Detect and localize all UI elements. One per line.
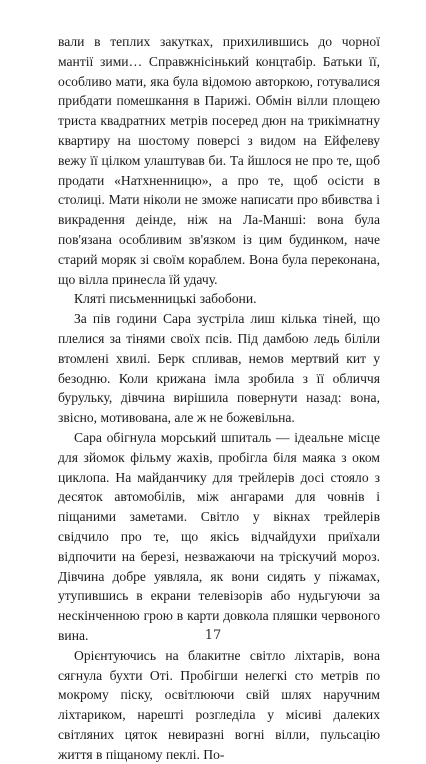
paragraph-5: Орієнтуючись на блакитне світло ліхтарів, вона сягнула бухти Оті. Пробігши нелегкі сто метрів по мокрому піску, освітлюючи свій шлях наручним ліхтариком, нарешті розгледіла у місиві далеких світляних цяток невиразні вогні вілли, пульсацію життя в піщаному пеклі. По- — [58, 647, 380, 762]
paragraph-3: За пів години Сара зустріла лиш кілька тіней, що плелися за тінями своїх псів. Під дамбою ледь біліли втомлені хвилі. Берк спливав, немов мертвий кит у безодню. Коли крижана імла зробила з її обличчя бурульку, дівчина вирішила повернути назад: вона, звісно, мотивована, але ж не божевільна. — [58, 311, 380, 426]
paragraph-2: Кляті письменницькі забобони. — [74, 291, 257, 307]
book-page-text — [58, 32, 380, 764]
page-number: 17 — [204, 628, 222, 643]
paragraph-1: вали в теплих закутках, прихилившись до чорної мантії зими… Справжнісінький концтабір. Батьки її, особливо мати, яка була відомою авторкою, готувалися прибдати помешкання в Парижі. Обмін вілли площею триста квадратних метрів посеред дюн на трикімнатну квартиру на шостому поверсі з видом на Ейфелеву вежу її цілком улаштував би. Та йшлося не про те, щоб продати «Натхненницю», а про те, щоб осісти в столиці. Мати ніколи не зможе написати про вбивства і викрадення деінде, ніж на Ла-Манші: вона була пов'язана особливим зв'язком із цим будинком, наче старий моряк зі своїм кораблем. Вона була переконана, що вілла принесла їй удачу. — [58, 34, 380, 287]
paragraph-4: Сара обігнула морський шпиталь — ідеальне місце для зйомок фільму жахів, пробігла біля маяка з оком циклопа. На майданчику для трейлерів досі стояло з десяток автомобілів, між ангарами для човнів і піщаними заметами. Світло у вікнах трейлерів свідчило про те, що якісь відчайдухи приїхали відпочити на березі, незважаючи на тріскучий мороз. Дівчина добре уявляла, як вони сидять у піжамах, утупившись в екрани телевізорів або нудьгуючи за нескінченною грою в карти довкола пляшки червоного вина. — [58, 429, 380, 643]
